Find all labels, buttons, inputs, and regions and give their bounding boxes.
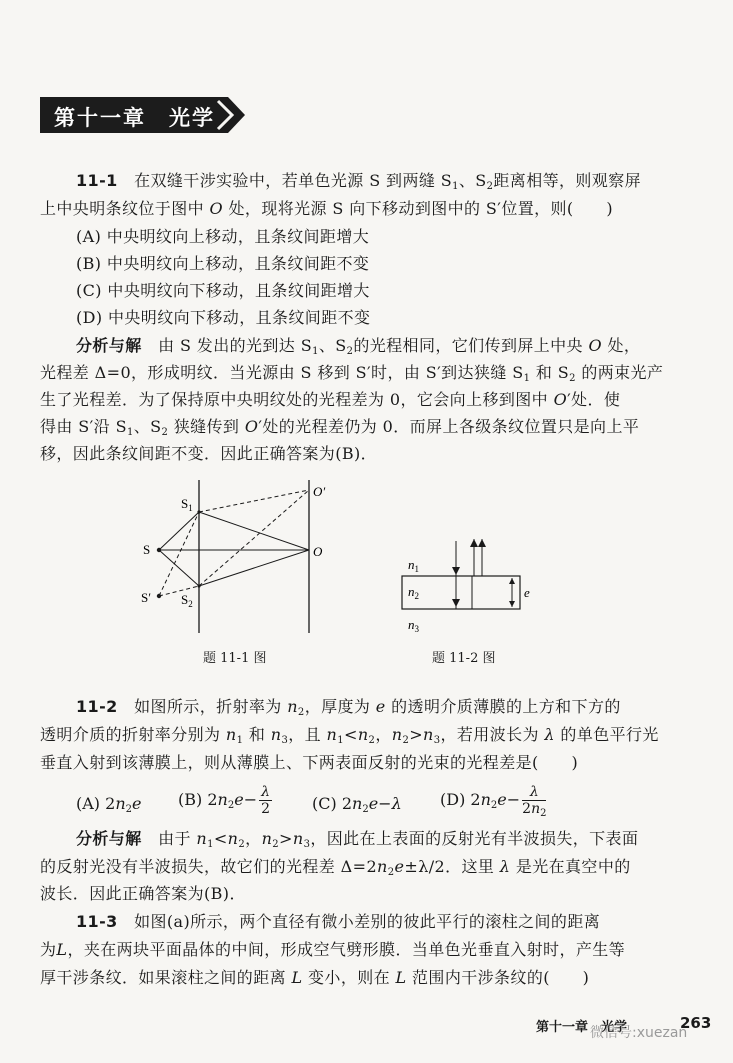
p11-3-line-2 (40, 939, 625, 961)
label-S-prime: S′ (141, 590, 152, 605)
sub: 2 (387, 867, 395, 878)
text: 在双缝干涉实验中，若单色光源 S 到两缝 S (134, 171, 453, 190)
var-lambda: λ (499, 857, 511, 876)
figure-11-2 (398, 535, 558, 640)
frac-den (522, 801, 546, 817)
var-n: n (270, 725, 282, 744)
footer-chapter: 第十一章 光学 (536, 1020, 628, 1035)
label-S2 (181, 592, 193, 609)
label-S2-main: S (181, 592, 189, 607)
rel: > (279, 829, 293, 848)
text: ′处．使 (567, 390, 621, 409)
sub: 3 (433, 735, 441, 746)
sub: 2 (362, 804, 369, 815)
p11-1-analysis-4 (40, 416, 639, 438)
num: 2 (105, 794, 116, 813)
label-S2-sub: 2 (188, 599, 193, 609)
num: 2 (341, 794, 353, 813)
text: 的光程相同，它们传到屏上中央 (353, 336, 589, 355)
var-n: n (292, 829, 304, 848)
text: 的单色平行光 (554, 725, 659, 744)
var-n: n (227, 829, 239, 848)
p11-3-number: 11-3 (76, 912, 118, 931)
text: 和 (243, 725, 271, 744)
text: ±λ/2．这里 (404, 857, 500, 876)
sub: 3 (303, 839, 311, 850)
text: 是光在真空中的 (510, 857, 631, 876)
thickness-arrow-bottom (509, 601, 515, 607)
source-S-prime (157, 594, 161, 598)
text: 如图(a)所示，两个直径有微小差别的彼此平行的滚柱之间的距离 (134, 912, 601, 931)
text: ，夹在两块平面晶体的中间，形成空气劈形膜．当单色光垂直入射时，产生等 (67, 940, 626, 959)
fraction (522, 784, 546, 817)
var-n: n (352, 794, 363, 813)
sub: 2 (490, 800, 498, 811)
var-e: e (497, 790, 507, 809)
sub: 2 (161, 427, 169, 438)
var-O: O (209, 199, 224, 218)
p11-1-analysis-2 (40, 362, 663, 384)
figure-11-1-caption: 题 11-1 图 (203, 651, 267, 666)
watermark: 微信号:xuezan (590, 1025, 688, 1041)
text: 和 S (530, 363, 570, 382)
var-n: n (261, 829, 273, 848)
analysis-label: 分析与解 (76, 336, 142, 355)
label-S1-sub: 1 (188, 503, 193, 513)
p11-1-option-b: (B) 中央明纹向上移动，且条纹间距不变 (76, 254, 370, 273)
p11-1-analysis-5: 移，因此条纹间距不变．因此正确答案为(B)． (40, 444, 378, 463)
var-L: L (291, 968, 303, 987)
den-sub: 2 (540, 808, 547, 819)
text: ，因此在上表面的反射光有半波损失，下表面 (310, 829, 639, 848)
label-O: O (313, 544, 323, 559)
var-n: n (225, 725, 237, 744)
text: 由于 (158, 829, 197, 848)
text: 透明介质的折射率分别为 (40, 725, 226, 744)
reflect-arrow-1 (470, 539, 478, 547)
sub: 2 (227, 800, 235, 811)
text: 为 (40, 940, 57, 959)
sub: 2 (297, 707, 305, 718)
p11-3-line-3 (40, 967, 589, 989)
minus: − (243, 790, 258, 809)
label-S1-main: S (181, 496, 189, 511)
var-O: O (588, 336, 602, 355)
var-n: n (377, 857, 388, 876)
reflect-arrow-2 (478, 539, 486, 547)
label-O-prime: O′ (313, 484, 326, 499)
label-S: S (143, 542, 151, 557)
thickness-arrow-top (509, 578, 515, 584)
frac-num: λ (522, 784, 546, 801)
figure-11-1 (135, 478, 345, 638)
slit-S1 (197, 510, 200, 513)
sub: 1 (523, 373, 531, 384)
frac-den: 2 (261, 801, 270, 817)
var-O: O (244, 417, 259, 436)
slit-S2 (197, 584, 200, 587)
p11-2-analysis-2 (40, 856, 631, 878)
p11-1-line-1 (76, 170, 641, 192)
var-n: n (287, 697, 298, 716)
rel: < (213, 829, 228, 848)
num: 2 (470, 790, 481, 809)
text: ′处的光程差仍为 0．而屏上各级条纹位置只是向上平 (258, 417, 640, 436)
rel: < (344, 725, 358, 744)
var-L: L (56, 940, 68, 959)
p11-1-analysis-1 (76, 335, 640, 357)
sub: 1 (236, 735, 244, 746)
label-n2-sub: 2 (414, 591, 419, 601)
fraction (259, 784, 272, 817)
num: 2 (207, 790, 218, 809)
var-n: n (423, 725, 434, 744)
text: 的反射光没有半波损失，故它们的光程差 Δ=2 (40, 857, 378, 876)
p11-1-line-2 (40, 198, 613, 220)
p11-1-option-d: (D) 中央明纹向下移动，且条纹间距不变 (76, 308, 371, 327)
sub: 2 (272, 839, 280, 850)
text: 厚干涉条纹．如果滚柱之间的距离 (40, 968, 292, 987)
text: 光程差 Δ=0，形成明纹．当光源由 S 移到 S′时，由 S′到达狭缝 S (40, 363, 524, 382)
var-n: n (357, 725, 369, 744)
p11-3-line-1 (76, 911, 600, 933)
sub: 3 (281, 735, 289, 746)
text: ，厚度为 (304, 697, 376, 716)
frac-num: λ (261, 784, 270, 800)
sub: 1 (207, 839, 214, 850)
text: 变小，则在 (302, 968, 396, 987)
text: 、S (458, 171, 487, 190)
sub: 2 (569, 373, 576, 384)
incident-arrow (452, 567, 460, 575)
sub: 2 (238, 839, 246, 850)
text: 生了光程差．为了保持原中央明纹处的光程差为 0，它会向上移到图中 (40, 390, 554, 409)
label-n1-main: n (408, 557, 415, 572)
transmit-arrow (452, 599, 460, 607)
den-two: 2 (522, 801, 532, 817)
p11-2-line-1 (76, 696, 621, 718)
option-label: (D) (440, 790, 466, 809)
label-n3-sub: 3 (414, 624, 419, 634)
film (402, 576, 520, 609)
p11-2-line-2 (40, 724, 659, 746)
var-lambda: λ (391, 794, 402, 813)
p11-1-option-a: (A) 中央明纹向上移动，且条纹间距增大 (76, 227, 370, 246)
sub: 2 (402, 735, 410, 746)
page-number: 263 (680, 1014, 712, 1032)
sub: 2 (368, 735, 376, 746)
p11-1-option-c: (C) 中央明纹向下移动，且条纹间距增大 (76, 281, 370, 300)
den-n: n (531, 801, 541, 817)
text: 范围内干涉条纹的( ) (406, 968, 590, 987)
source-S (157, 548, 161, 552)
text: 如图所示，折射率为 (134, 697, 288, 716)
text: ，且 (288, 725, 327, 744)
label-n2 (408, 584, 419, 601)
p11-2-number: 11-2 (76, 697, 118, 716)
var-lambda: λ (544, 725, 555, 744)
var-n: n (326, 725, 338, 744)
var-n: n (480, 790, 491, 809)
p11-2-option-c (312, 794, 402, 813)
p11-1-analysis-3 (40, 389, 620, 411)
figure-11-2-caption: 题 11-2 图 (432, 651, 496, 666)
label-n2-main: n (408, 584, 415, 599)
label-n1 (408, 557, 419, 574)
sub: 1 (126, 427, 134, 438)
option-label: (C) (312, 794, 337, 813)
var-O: O (553, 390, 568, 409)
var-e: e (132, 794, 142, 813)
sub: 1 (452, 181, 459, 192)
analysis-label: 分析与解 (76, 829, 142, 848)
text: 、S (133, 417, 162, 436)
label-e: e (524, 585, 530, 600)
sub: 2 (486, 181, 494, 192)
label-n3-main: n (408, 617, 415, 632)
var-e: e (375, 697, 386, 716)
p11-2-option-b (178, 784, 272, 817)
option-label: (B) (178, 790, 203, 809)
text: ，若用波长为 (440, 725, 545, 744)
var-n: n (115, 794, 126, 813)
label-S1 (181, 496, 193, 513)
sub: 2 (125, 804, 133, 815)
comma: ， (245, 829, 262, 848)
option-label: (A) (76, 794, 101, 813)
var-e: e (368, 794, 379, 813)
text: 的透明介质薄膜的上方和下方的 (385, 697, 621, 716)
p11-2-analysis-1 (76, 828, 638, 850)
text: 距离相等，则观察屏 (493, 171, 641, 190)
chapter-title: 第十一章 光学 (54, 106, 215, 130)
sub: 1 (337, 735, 345, 746)
sub: 2 (346, 346, 354, 357)
var-n: n (217, 790, 228, 809)
p11-1-number: 11-1 (76, 171, 118, 190)
chapter-banner (40, 97, 245, 133)
p11-2-option-a (76, 794, 141, 813)
text: 处，现将光源 S 向下移动到图中的 S′位置，则( ) (223, 199, 614, 218)
sub: 1 (312, 346, 319, 357)
label-n1-sub: 1 (414, 564, 419, 574)
var-n: n (391, 725, 403, 744)
rel: > (409, 725, 424, 744)
p11-2-line-3: 垂直入射到该薄膜上，则从薄膜上、下两表面反射的光束的光程差是( ) (40, 753, 579, 772)
minus: − (506, 790, 521, 809)
text: 、S (318, 336, 347, 355)
p11-2-analysis-3: 波长．因此正确答案为(B)． (40, 884, 246, 903)
p11-2-option-d (440, 784, 546, 817)
var-e: e (394, 857, 405, 876)
var-n: n (196, 829, 208, 848)
comma: ， (375, 725, 392, 744)
var-e: e (234, 790, 244, 809)
label-n3 (408, 617, 420, 634)
var-L: L (395, 968, 407, 987)
text: 处， (601, 336, 641, 355)
text: 上中央明条纹位于图中 (40, 199, 210, 218)
text: 的两束光产 (575, 363, 664, 382)
minus: − (378, 794, 392, 813)
text: 狭缝传到 (168, 417, 245, 436)
text: 由 S 发出的光到达 S (158, 336, 313, 355)
text: 得由 S′沿 S (40, 417, 127, 436)
